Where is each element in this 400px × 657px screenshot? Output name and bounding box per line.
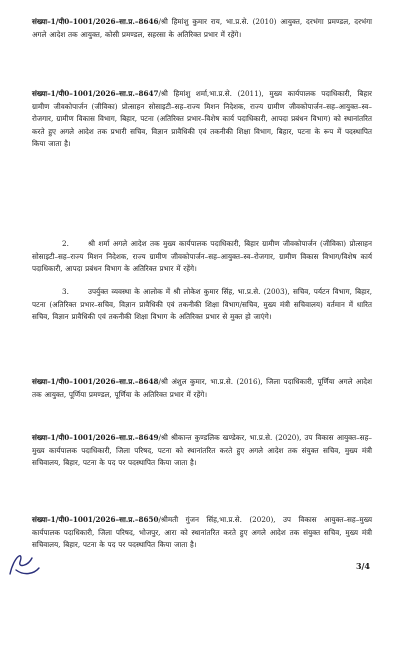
order-paragraph-8648 [32,376,372,401]
sub-paragraph-3 [32,286,372,324]
order-reference: संख्या–1/पी0–1001/2026–सा.प्र.–8650 [32,515,159,524]
sub-paragraph-2 [32,238,372,276]
order-text: /श्रीमती गुंजन सिंह,भा.प्र.से. (2020), उप विकास आयुक्त–सह–मुख्य कार्यपालक पदाधिकारी, जिला परिषद, भोजपुर, आरा को स्थानांतरित करते हुए अगले आदेश तक संयुक्त सचिव, मुख्य मंत्री सचिवालय, बिहार, पटना के पद पर पदस्थापित किया जाता है। [32,515,372,550]
order-paragraph-8650 [32,514,372,552]
handwritten-initials [6,546,42,580]
order-reference: संख्या–1/पी0–1001/2026–सा.प्र.–8646 [32,17,159,26]
order-paragraph-8646 [32,16,372,41]
paragraph-number: 3. [62,287,69,296]
order-reference: संख्या–1/पी0–1001/2026–सा.प्र.–8648 [32,377,159,386]
paragraph-text: श्री शर्मा अगले आदेश तक मुख्य कार्यपालक पदाधिकारी, बिहार ग्रामीण जीवकोपार्जन (जीविका) प्रोत्साहन सोसाइटी–सह–राज्य मिशन निदेशक, राज्य ग्रामीण जीवकोपार्जन–सह–आयुक्त–स्व–रोजगार, ग्रामीण विकास विभाग/विशेष कार्य पदाधिकारी, आपदा प्रबंधन विभाग के अतिरिक्त प्रभार में रहेंगे। [32,239,372,274]
order-reference: संख्या–1/पी0–1001/2026–सा.प्र.–8647 [32,89,159,98]
order-text: /श्री अंशुल कुमार, भा.प्र.से. (2016), जिला पदाधिकारी, पूर्णिया अगले आदेश तक आयुक्त, पूर्णिया प्रमण्डल, पूर्णिया के अतिरिक्त प्रभार में रहेंगे। [32,377,372,399]
order-text: /श्री श्रीकान्त कुण्डलिक खण्डेकर, भा.प्र.से. (2020), उप विकास आयुक्त–सह–मुख्य कार्यपालक पदाधिकारी, जिला परिषद, पटना को स्थानांतरित करते हुए अगले आदेश तक संयुक्त सचिव, मुख्य मंत्री सचिवालय, बिहार, पटना के पद पर पदस्थापित किया जाता है। [32,433,372,468]
order-text: /श्री हिमांशु कुमार राय, भा.प्र.से. (2010) आयुक्त, दरभंगा प्रमण्डल, दरभंगा अगले आदेश तक आयुक्त, कोसी प्रमण्डल, सहरसा के अतिरिक्त प्रभार में रहेंगे। [32,17,372,39]
page-number: 3/4 [355,561,370,571]
order-paragraph-8647 [32,88,372,151]
paragraph-number: 2. [62,239,69,248]
order-reference: संख्या–1/पी0–1001/2026–सा.प्र.–8649 [32,433,159,442]
paragraph-text: उपर्युक्त व्यवस्था के आलोक में श्री लोकेश कुमार सिंह, भा.प्र.से. (2003), सचिव, पर्यटन विभाग, बिहार, पटना (अतिरिक्त प्रभार–सचिव, विज्ञान प्रावैधिकी एवं तकनीकी शिक्षा विभाग/सचिव, मुख्य मंत्री सचिवालय) वर्तमान में धारित सचिव, विज्ञान प्रावैधिकी एवं तकनीकी शिक्षा विभाग के अतिरिक्त प्रभार से मुक्त हो जाएंगे। [32,287,372,322]
order-text: /श्री हिमांशु शर्मा,भा.प्र.से. (2011), मुख्य कार्यपालक पदाधिकारी, बिहार ग्रामीण जीवकोपार्जन (जीविका) प्रोत्साहन सोसाइटी–सह–राज्य मिशन निदेशक, राज्य ग्रामीण जीवकोपार्जन–सह–आयुक्त–स्व–रोजगार, ग्रामीण विकास विभाग, बिहार, पटना (अतिरिक्त प्रभार–विशेष कार्य पदाधिकारी, आपदा प्रबंधन विभाग) को स्थानांतरित करते हुए अगले आदेश तक प्रभारी सचिव, विज्ञान प्रावैधिकी एवं तकनीकी शिक्षा विभाग, बिहार, पटना के रूप में पदस्थापित किया जाता है। [32,89,372,149]
order-paragraph-8649 [32,432,372,470]
